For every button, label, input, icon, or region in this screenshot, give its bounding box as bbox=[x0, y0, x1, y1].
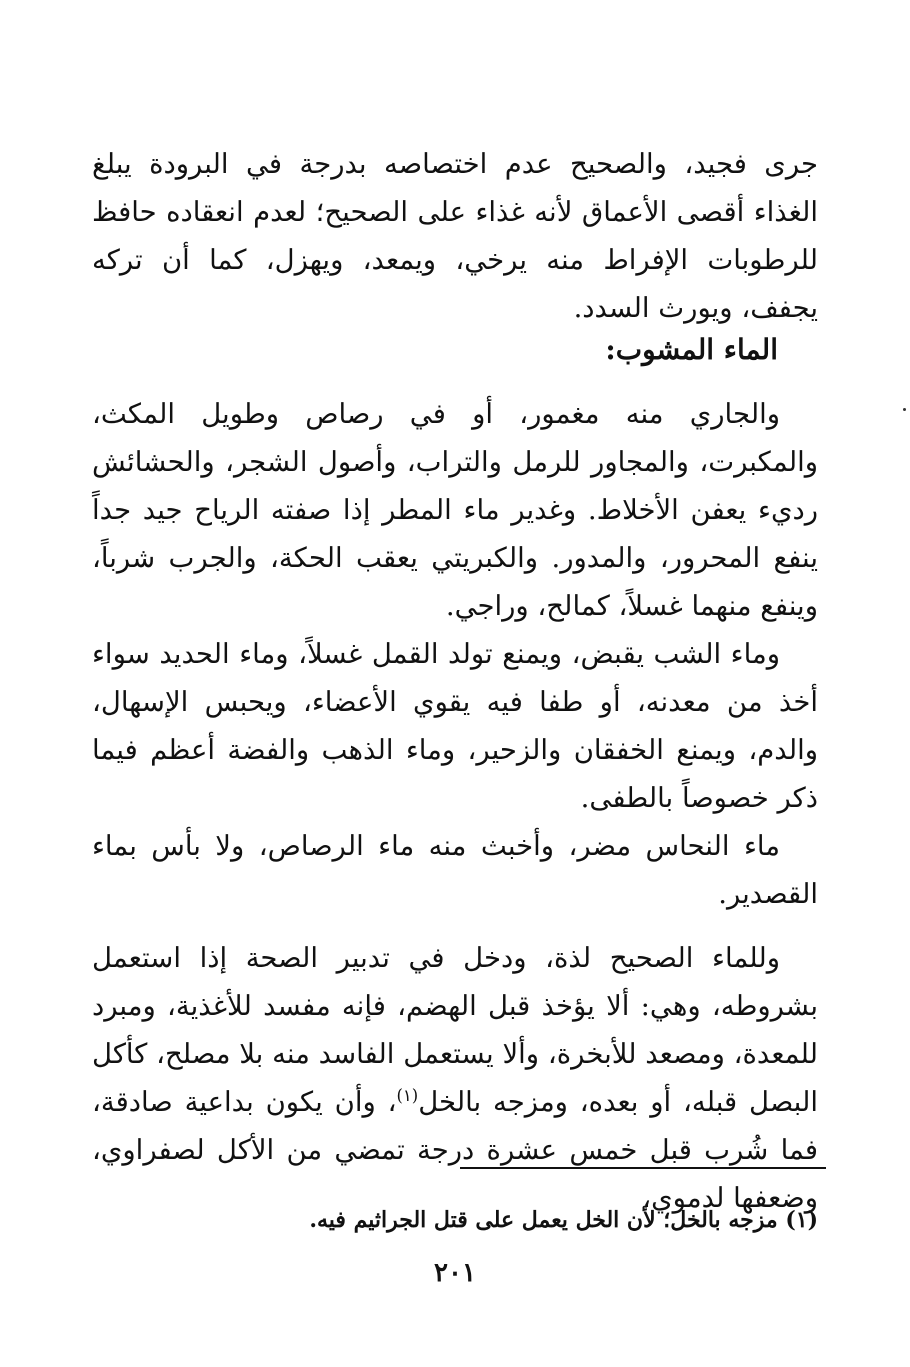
paragraph-4 bbox=[92, 822, 818, 918]
footnote bbox=[92, 1200, 818, 1240]
paragraph-5-part-a: وللماء الصحيح لذة، ودخل في تدبير الصحة إذا استعمل بشروطه، وهي: ألا يؤخذ قبل الهضم، فإنه مفسد للأغذية، ومبرد للمعدة، ومصعد للأبخرة، وألا يستعمل الفاسد منه بلا مصلح، كأكل البصل قبله، أو بعده، ومزجه بالخل bbox=[92, 942, 818, 1118]
footnote-marker: (١) bbox=[785, 1207, 818, 1233]
paragraph-2 bbox=[92, 390, 818, 630]
page-number: ٢٠١ bbox=[434, 1258, 476, 1288]
paragraph-4-text: ماء النحاس مضر، وأخبث منه ماء الرصاص، ولا بأس بماء القصدير. bbox=[92, 830, 818, 910]
paragraph-2-text: والجاري منه مغمور، أو في رصاص وطويل المكث، والمكبرت، والمجاور للرمل والتراب، وأصول الشجر، والحشائش رديء يعفن الأخلاط. وغدير ماء المطر إذا صفته الرياح جيد جداً ينفع المحرور، والمدور. والكبريتي يعقب الحكة، والجرب شرباً، وينفع منهما غسلاً، كمالح، وراجي. bbox=[92, 398, 818, 622]
paragraph-1 bbox=[92, 140, 818, 332]
paragraph-3-text: وماء الشب يقبض، ويمنع تولد القمل غسلاً، وماء الحديد سواء أخذ من معدنه، أو طفا فيه يقوي الأعضاء، ويحبس الإسهال، والدم، ويمنع الخفقان والزحير، وماء الذهب والفضة أعظم فيما ذكر خصوصاً بالطفى. bbox=[92, 638, 818, 814]
footnote-reference: (١) bbox=[396, 1085, 419, 1105]
paragraph-5 bbox=[92, 934, 818, 1222]
footnote-divider bbox=[460, 1167, 826, 1169]
footnote-text: مزجه بالخل؛ لأن الخل يعمل على قتل الجراثيم فيه. bbox=[309, 1207, 778, 1233]
paragraph-5-text bbox=[92, 934, 818, 1222]
paragraph-5-part-b: ، وأن يكون بداعية صادقة، فما شُرب قبل خمس عشرة درجة تمضي من الأكل لصفراوي، وضعفها لدموي، bbox=[92, 1086, 818, 1214]
paragraph-3 bbox=[92, 630, 818, 822]
section-heading: الماء المشوب: bbox=[605, 333, 778, 366]
scan-speck bbox=[903, 408, 906, 411]
paragraph-1-text: جرى فجيد، والصحيح عدم اختصاصه بدرجة في البرودة يبلغ الغذاء أقصى الأعماق لأنه غذاء على الصحيح؛ لعدم انعقاده حافظ للرطوبات الإفراط منه يرخي، ويمعد، ويهزل، كما أن تركه يجفف، ويورث السدد. bbox=[92, 148, 818, 324]
